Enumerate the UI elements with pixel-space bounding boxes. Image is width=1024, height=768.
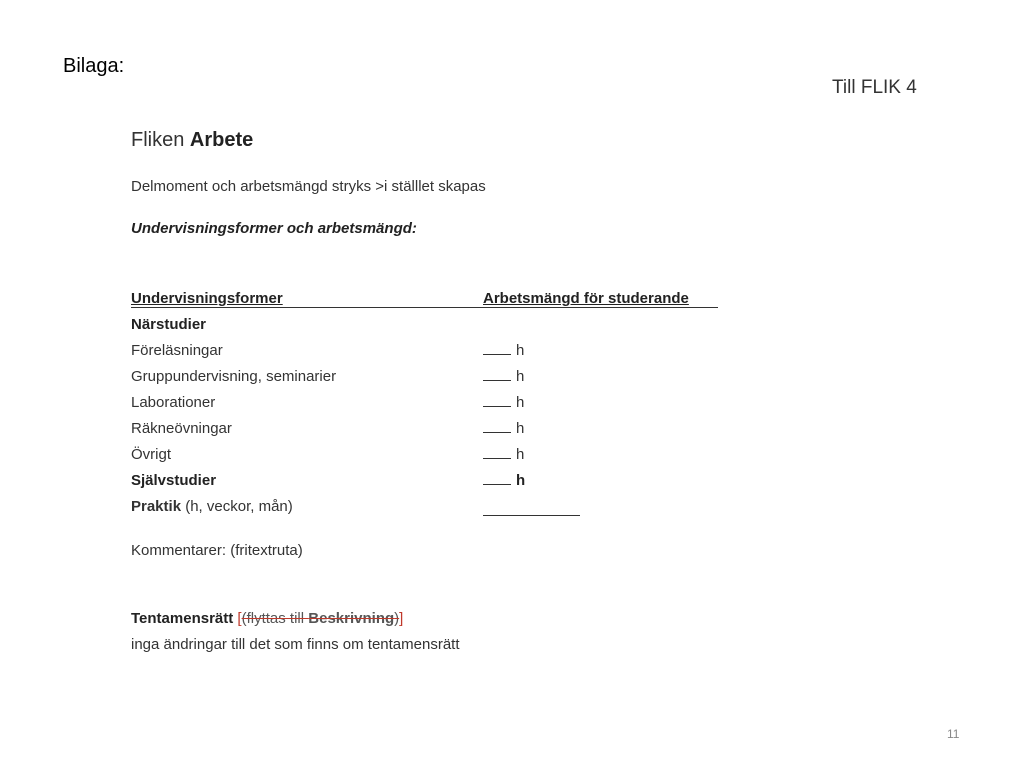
hours-unit: h xyxy=(516,394,525,411)
blank-line xyxy=(483,380,511,381)
header-rule xyxy=(131,307,718,308)
row-label-gruppundervisning: Gruppundervisning, seminarier xyxy=(131,368,337,385)
document-title xyxy=(131,129,253,152)
section-heading: Undervisningsformer och arbetsmängd: xyxy=(131,220,417,237)
row-value-raknovningar xyxy=(483,420,524,437)
praktik-rest: (h, veckor, mån) xyxy=(181,498,293,515)
column-header-workload: Arbetsmängd för studerande xyxy=(483,290,689,307)
row-value-gruppundervisning xyxy=(483,368,524,385)
row-label-narstudier: Närstudier xyxy=(131,316,207,333)
title-prefix: Fliken xyxy=(131,129,190,151)
blank-line xyxy=(483,406,511,407)
tab-reference: Till FLIK 4 xyxy=(832,77,917,98)
hours-unit: h xyxy=(516,446,525,463)
title-bold: Arbete xyxy=(189,129,254,151)
row-value-ovrigt xyxy=(483,446,524,463)
exam-title xyxy=(131,610,403,627)
row-value-sjalvstudier xyxy=(483,472,525,489)
struck-close: ) xyxy=(394,610,400,627)
column-header-forms: Undervisningsformer xyxy=(131,290,283,307)
page-number: 11 xyxy=(947,727,960,741)
row-label-ovrigt: Övrigt xyxy=(131,446,172,463)
hours-unit: h xyxy=(516,420,525,437)
row-label-raknovningar: Räkneövningar xyxy=(131,420,232,437)
hours-unit: h xyxy=(516,342,525,359)
red-edit-mark: ] xyxy=(399,610,404,627)
praktik-blank-line xyxy=(483,515,580,516)
slide-label: Bilaga: xyxy=(63,55,125,77)
hours-unit: h xyxy=(516,368,525,385)
row-label-forelasningar: Föreläsningar xyxy=(131,342,223,359)
blank-line xyxy=(483,354,511,355)
document-note: Delmoment och arbetsmängd stryks >i ställlet skapas xyxy=(131,178,486,195)
exam-note: inga ändringar till det som finns om tentamensrätt xyxy=(131,636,460,653)
comments-label: Kommentarer: (fritextruta) xyxy=(131,542,303,559)
exam-title-text: Tentamensrätt xyxy=(131,610,234,627)
red-edit-mark: [ xyxy=(237,610,242,627)
row-value-laborationer xyxy=(483,394,524,411)
blank-line xyxy=(483,484,511,485)
blank-line xyxy=(483,458,511,459)
struck-bold-text: Beskrivning xyxy=(308,610,395,627)
row-value-forelasningar xyxy=(483,342,524,359)
praktik-bold: Praktik xyxy=(131,498,182,515)
blank-line xyxy=(483,432,511,433)
hours-unit: h xyxy=(516,472,526,489)
row-label-laborationer: Laborationer xyxy=(131,394,216,411)
struck-text: (flyttas till xyxy=(241,610,309,627)
row-label-praktik xyxy=(131,498,293,515)
row-label-sjalvstudier: Självstudier xyxy=(131,472,217,489)
